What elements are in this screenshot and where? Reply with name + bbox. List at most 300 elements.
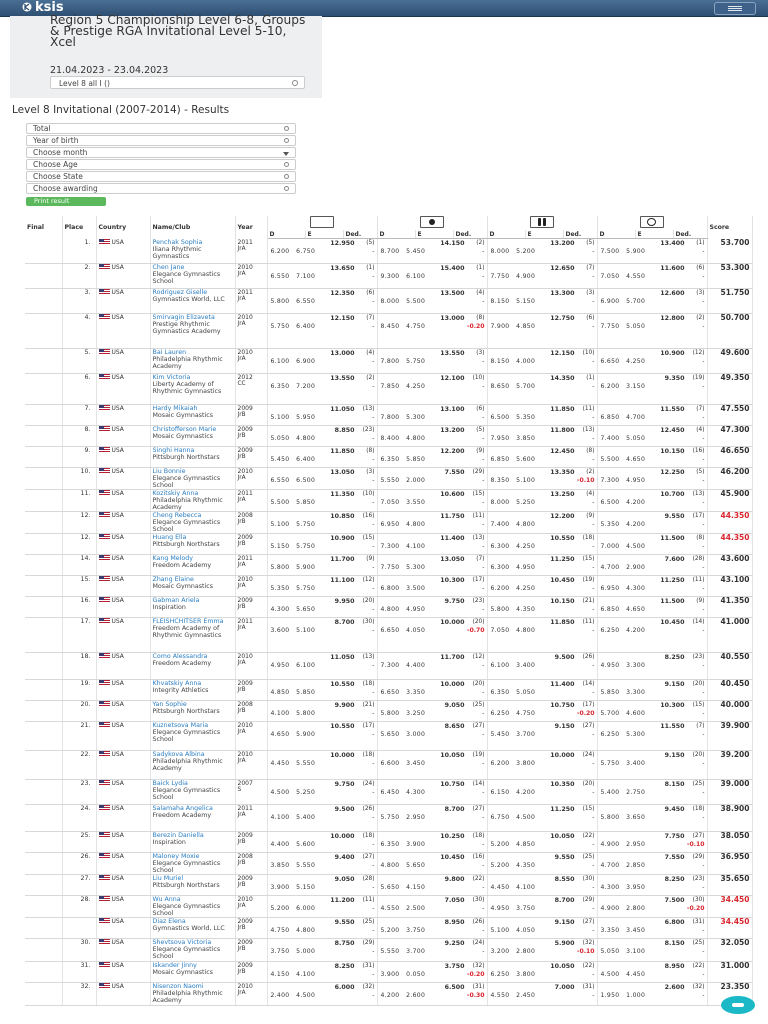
us-flag-icon [99, 597, 110, 603]
filter-age[interactable] [26, 159, 296, 170]
d-e-scores [271, 298, 316, 305]
athlete-name-link[interactable]: Khvatskiy Anna [152, 679, 202, 687]
deduction: - [702, 584, 705, 592]
apparatus-rank: (26) [472, 918, 485, 925]
level-select-value: Level 8 all I () [59, 79, 110, 88]
deduction: - [592, 248, 595, 255]
birth-year: 2010 [237, 982, 253, 990]
clubs-icon [530, 216, 554, 228]
e-score: 4.800 [516, 520, 536, 528]
e-score: 6.550 [296, 297, 316, 305]
birth-year: 2011 [237, 288, 253, 296]
print-result-button[interactable] [26, 197, 106, 206]
apparatus-score: 8.950 [664, 962, 685, 970]
birth-year: 2010 [237, 313, 253, 321]
e-score: 3.300 [626, 661, 646, 669]
deduction: - [592, 382, 595, 390]
d-score: 7.750 [380, 563, 400, 571]
athlete-name-link[interactable]: Chen Jane [152, 263, 185, 271]
club-name: Mosaic Gymnastics [152, 968, 213, 976]
apparatus-rank: (20) [472, 680, 485, 687]
deduction: - [482, 584, 485, 592]
year-cell [235, 852, 267, 874]
apparatus-score: 11.400 [550, 680, 575, 688]
country-code: USA [111, 575, 124, 583]
apparatus-score: 9.150 [554, 918, 575, 926]
level-select[interactable] [50, 76, 305, 89]
place-cell: 31. [62, 961, 96, 982]
country-cell [96, 721, 150, 750]
apparatus-rank: (5) [696, 468, 705, 475]
apparatus-score: 10.350 [550, 780, 575, 788]
place-cell: 24. [62, 804, 96, 831]
athlete-cell [150, 617, 235, 652]
apparatus-score-cell [597, 533, 707, 554]
country-cell [96, 652, 150, 679]
deduction: - [372, 520, 375, 528]
d-e-scores [381, 383, 426, 390]
d-e-scores [491, 564, 536, 571]
athlete-cell [150, 373, 235, 404]
us-flag-icon [99, 701, 110, 707]
athlete-cell [150, 425, 235, 446]
col-place: Place [62, 216, 96, 239]
athlete-name-link[interactable]: Baick Lydia [152, 779, 188, 787]
apparatus-score-cell [377, 288, 487, 313]
total-score: 45.900 [707, 489, 752, 511]
d-score: 5.700 [600, 709, 620, 717]
year-cell [235, 874, 267, 895]
e-score: 5.700 [516, 382, 536, 390]
deduction: - [372, 248, 375, 255]
athlete-name-link[interactable]: Huang Ella [152, 533, 187, 541]
deduction: - [372, 688, 375, 696]
apparatus-score: 11.250 [550, 555, 575, 563]
deduction: - [592, 357, 595, 365]
e-score: 4.200 [626, 498, 646, 506]
d-score: 6.350 [490, 688, 510, 696]
apparatus-rank: (22) [582, 832, 595, 839]
filter-awarding[interactable] [26, 183, 296, 194]
athlete-name-link[interactable]: Bai Lauren [152, 348, 187, 356]
d-score: 5.800 [490, 605, 510, 613]
apparatus-score: 9.150 [554, 722, 575, 730]
apparatus-score: 9.950 [334, 597, 355, 605]
apparatus-rank: (31) [692, 918, 705, 925]
d-score: 4.550 [490, 991, 510, 999]
table-row [25, 961, 752, 982]
apparatus-score-cell [487, 489, 597, 511]
apparatus-rank: (14) [692, 618, 705, 625]
final-cell [25, 721, 62, 750]
apparatus-score: 8.850 [334, 426, 355, 434]
apparatus-score-cell [487, 263, 597, 288]
birth-year: 2009 [237, 831, 253, 839]
athlete-name-link[interactable]: Wu Anna [152, 895, 181, 903]
d-score: 6.100 [270, 357, 290, 365]
country-code: USA [111, 348, 124, 356]
e-score: 4.000 [516, 357, 536, 365]
apparatus-rank: (2) [696, 314, 705, 321]
country-code: USA [111, 779, 124, 787]
country-code: USA [111, 652, 124, 660]
category: JrA [237, 474, 246, 481]
apparatus-score-cell [487, 679, 597, 700]
athlete-name-link[interactable]: Cheng Rebecca [152, 511, 202, 519]
d-e-scores [601, 760, 646, 767]
year-cell [235, 489, 267, 511]
d-score: 8.000 [490, 248, 510, 255]
hamburger-line [728, 8, 742, 9]
table-row [25, 263, 752, 288]
d-e-scores [271, 948, 316, 955]
e-score: 5.600 [296, 840, 316, 848]
deduction: - [592, 413, 595, 421]
d-e-scores [381, 731, 426, 738]
athlete-name-link[interactable]: Salamaha Angelica [152, 804, 213, 812]
country-cell [96, 895, 150, 917]
athlete-cell [150, 721, 235, 750]
place-cell: 7. [62, 404, 96, 425]
e-score: 7.200 [296, 382, 316, 390]
apparatus-rank: (7) [696, 405, 705, 412]
athlete-name-link[interactable]: Shevtsova Victoria [152, 938, 212, 946]
menu-toggle-button[interactable] [714, 2, 756, 15]
apparatus-rank: (10) [582, 349, 595, 356]
apparatus-score: 11.500 [660, 597, 685, 605]
d-score: 5.500 [600, 455, 620, 463]
deduction: - [702, 661, 705, 669]
chat-button[interactable] [721, 996, 755, 1014]
athlete-name-link[interactable]: FLEISHCHITSER Emma [152, 617, 224, 625]
athlete-name-link[interactable]: Hardy Mikaiah [152, 404, 198, 412]
d-score: 5.100 [270, 520, 290, 528]
apparatus-rank: (4) [586, 490, 595, 497]
apparatus-score-cell [597, 750, 707, 779]
chevron-icon [284, 138, 289, 143]
apparatus-score-cell [377, 982, 487, 1005]
apparatus-score: 10.300 [440, 576, 465, 584]
birth-year: 2009 [237, 533, 253, 541]
club-name: Pittsburgh Northstars [152, 540, 220, 548]
d-e-scores [271, 789, 316, 796]
athlete-name-link[interactable]: Christofferson Marie [152, 425, 217, 433]
total-score: 53.700 [707, 239, 752, 264]
country-cell [96, 804, 150, 831]
athlete-cell [150, 679, 235, 700]
deduction: - [372, 476, 375, 484]
d-e-scores [601, 323, 646, 330]
e-score: 4.650 [626, 605, 646, 613]
athlete-name-link[interactable]: Berezin Daniella [152, 831, 204, 839]
d-e-scores [271, 884, 316, 891]
filter-state[interactable] [26, 171, 296, 182]
results-title: Level 8 Invitational (2007-2014) - Results [12, 104, 230, 116]
deduction: - [592, 883, 595, 891]
apparatus-score: 11.500 [660, 534, 685, 542]
apparatus-score: 6.800 [664, 918, 685, 926]
d-e-scores [601, 992, 646, 999]
place-cell: 16. [62, 596, 96, 617]
total-score: 44.350 [707, 533, 752, 554]
apparatus-rank: (16) [692, 447, 705, 454]
apparatus-score: 11.050 [330, 653, 355, 661]
apparatus-rank: (30) [692, 896, 705, 903]
apparatus-score: 13.000 [440, 314, 465, 322]
athlete-name-link[interactable]: Kuznetsova Maria [152, 721, 209, 729]
d-e-scores [271, 606, 316, 613]
athlete-name-link[interactable]: Diaz Elena [152, 917, 186, 925]
club-name: Elegance Gymnastics School [152, 902, 221, 917]
d-score: 4.950 [270, 661, 290, 669]
apparatus-score: 8.250 [664, 653, 685, 661]
apparatus-score: 9.450 [664, 805, 685, 813]
apparatus-score-cell [597, 511, 707, 533]
deduction: - [482, 248, 485, 255]
club-name: Philadelphia Rhythmic Academy [152, 989, 223, 1004]
d-score: 5.800 [380, 709, 400, 717]
athlete-name-link[interactable]: Kozitskiy Anna [152, 489, 199, 497]
apparatus-rank: (22) [582, 962, 595, 969]
athlete-name-link[interactable]: Penchak Sophia [152, 238, 203, 246]
place-cell: 27. [62, 874, 96, 895]
athlete-name-link[interactable]: Singhi Hanna [152, 446, 195, 454]
e-score: 3.400 [516, 661, 536, 669]
apparatus-score-cell [487, 938, 597, 961]
apparatus-rank: (9) [586, 512, 595, 519]
apparatus-score: 14.350 [550, 374, 575, 382]
us-flag-icon [99, 939, 110, 945]
apparatus-score: 12.150 [550, 349, 575, 357]
place-cell: 4. [62, 313, 96, 348]
athlete-name-link[interactable]: Maloney Moxie [152, 852, 200, 860]
d-e-scores [491, 273, 536, 280]
table-row [25, 652, 752, 679]
e-score: 4.050 [406, 626, 426, 634]
apparatus-rank: (17) [582, 701, 595, 708]
apparatus-score-cell [597, 804, 707, 831]
table-row [25, 313, 752, 348]
table-row [25, 288, 752, 313]
total-score: 40.000 [707, 700, 752, 721]
apparatus-score: 9.900 [334, 701, 355, 709]
d-e-scores [601, 383, 646, 390]
d-score: 6.250 [600, 626, 620, 634]
athlete-name-link[interactable]: Kang Melody [152, 554, 193, 562]
apparatus-score-cell [377, 961, 487, 982]
results-table [25, 216, 753, 1006]
e-score: 6.400 [296, 455, 316, 463]
deduction: - [702, 322, 705, 330]
apparatus-rank: (11) [582, 618, 595, 625]
d-score: 5.100 [490, 926, 510, 934]
country-cell [96, 239, 150, 264]
ribbon-icon [640, 216, 664, 228]
table-row [25, 917, 752, 938]
apparatus-score-cell [267, 804, 377, 831]
country-cell [96, 554, 150, 575]
apparatus-score: 10.150 [660, 447, 685, 455]
deduction: - [482, 434, 485, 442]
e-score: 5.650 [406, 861, 426, 869]
year-cell [235, 404, 267, 425]
e-score: 4.550 [626, 272, 646, 280]
d-score: 4.950 [490, 904, 510, 912]
athlete-name-link[interactable]: Liu Bonnie [152, 467, 186, 475]
e-score: 3.150 [626, 382, 646, 390]
birth-year: 2008 [237, 700, 253, 708]
deduction: - [592, 730, 595, 738]
col-ball [377, 216, 487, 230]
d-score: 6.850 [600, 605, 620, 613]
apparatus-rank: (14) [582, 680, 595, 687]
total-score: 39.000 [707, 779, 752, 804]
e-score: 5.300 [406, 563, 426, 571]
deduction: - [482, 413, 485, 421]
apparatus-rank: (27) [362, 853, 375, 860]
place-cell: 12. [62, 533, 96, 554]
e-score: 3.350 [406, 688, 426, 696]
apparatus-rank: (28) [362, 875, 375, 882]
d-e-scores [601, 927, 646, 934]
apparatus-rank: (13) [472, 534, 485, 541]
country-code: USA [111, 874, 124, 882]
place-cell: 25. [62, 831, 96, 852]
apparatus-rank: (6) [366, 289, 375, 296]
d-e-scores [271, 710, 316, 717]
apparatus-score: 12.800 [660, 314, 685, 322]
table-row [25, 554, 752, 575]
apparatus-rank: (18) [362, 751, 375, 758]
apparatus-rank: (20) [692, 751, 705, 758]
country-code: USA [111, 263, 124, 271]
apparatus-rank: (25) [582, 853, 595, 860]
apparatus-score-cell [487, 982, 597, 1005]
final-cell [25, 895, 62, 917]
deduction: - [372, 840, 375, 848]
apparatus-rank: (22) [472, 875, 485, 882]
final-cell [25, 313, 62, 348]
apparatus-score-cell [597, 263, 707, 288]
d-score: 1.950 [600, 991, 620, 999]
d-score: 8.350 [490, 476, 510, 484]
apparatus-score: 10.850 [330, 512, 355, 520]
athlete-name-link[interactable]: Kim Victoria [152, 373, 191, 381]
apparatus-rank: (13) [692, 490, 705, 497]
athlete-name-link[interactable]: Sadykova Albina [152, 750, 205, 758]
place-cell: 5. [62, 348, 96, 373]
athlete-name-link[interactable]: Nisenzon Naomi [152, 982, 204, 990]
apparatus-score-cell [597, 874, 707, 895]
d-e-scores [381, 499, 426, 506]
filter-month[interactable] [26, 147, 296, 158]
deduction: -0.10 [576, 476, 595, 484]
athlete-name-link[interactable]: Gabman Ariela [152, 596, 200, 604]
d-score: 6.350 [380, 455, 400, 463]
d-score: 4.700 [600, 563, 620, 571]
d-score: 7.900 [490, 322, 510, 330]
us-flag-icon [99, 853, 110, 859]
birth-year: 2009 [237, 938, 253, 946]
e-score: 6.900 [296, 357, 316, 365]
apparatus-score-cell [377, 575, 487, 596]
apparatus-score: 13.500 [440, 289, 465, 297]
d-score: 5.500 [270, 498, 290, 506]
birth-year: 2011 [237, 238, 253, 246]
country-code: USA [111, 467, 124, 475]
athlete-name-link[interactable]: Zhang Elaine [152, 575, 194, 583]
d-e-scores [381, 298, 426, 305]
country-cell [96, 961, 150, 982]
athlete-name-link[interactable]: Liu Muriel [152, 874, 184, 882]
apparatus-rank: (18) [692, 805, 705, 812]
year-cell [235, 804, 267, 831]
athlete-name-link[interactable]: Iskander Jinny [152, 961, 197, 969]
apparatus-score-cell [487, 804, 597, 831]
year-cell [235, 239, 267, 264]
club-name: Elegance Gymnastics School [152, 945, 221, 960]
d-e-scores [601, 435, 646, 442]
birth-year: 2011 [237, 804, 253, 812]
chevron-icon [292, 80, 298, 86]
d-e-scores [491, 627, 536, 634]
d-e-scores [271, 927, 316, 934]
apparatus-rank: (27) [582, 722, 595, 729]
d-score: 7.950 [490, 434, 510, 442]
apparatus-score: 11.100 [330, 576, 355, 584]
category: JrB [237, 432, 246, 439]
apparatus-score: 11.850 [330, 447, 355, 455]
apparatus-rank: (21) [582, 597, 595, 604]
apparatus-score-cell [487, 404, 597, 425]
col-ribbon [597, 216, 707, 230]
birth-year: 2009 [237, 679, 253, 687]
d-score: 6.450 [380, 788, 400, 796]
athlete-cell [150, 489, 235, 511]
apparatus-score-cell [377, 313, 487, 348]
athlete-name-link[interactable]: Rodriguez Giselle [152, 288, 208, 296]
apparatus-score: 10.050 [550, 962, 575, 970]
athlete-name-link[interactable]: Yan Sophie [152, 700, 187, 708]
apparatus-score-cell [267, 895, 377, 917]
category: JrB [237, 881, 246, 888]
filter-year-of-birth[interactable] [26, 135, 296, 146]
club-name: Freedom Academy [152, 561, 212, 569]
apparatus-rank: (10) [472, 374, 485, 381]
athlete-cell [150, 961, 235, 982]
filter-total[interactable] [26, 123, 296, 134]
year-cell [235, 721, 267, 750]
athlete-name-link[interactable]: Smirvagin Elizaveta [152, 313, 215, 321]
apparatus-score: 11.350 [330, 490, 355, 498]
club-name: Elegance Gymnastics School [152, 270, 221, 285]
apparatus-rank: (15) [692, 701, 705, 708]
apparatus-score: 11.700 [440, 653, 465, 661]
event-title: Region 5 Championship Level 6-8, Groups & Prestige RGA Invitational Level 5-10, Xcel [50, 13, 306, 50]
place-cell: 28. [62, 895, 96, 917]
club-name: Inspiration [152, 603, 186, 611]
apparatus-rank: (2) [586, 468, 595, 475]
athlete-name-link[interactable]: Como Alessandra [152, 652, 208, 660]
deduction: - [592, 605, 595, 613]
col-year: Year [235, 216, 267, 239]
e-score: 4.900 [516, 272, 536, 280]
d-score: 5.450 [270, 455, 290, 463]
d-score: 6.250 [490, 970, 510, 978]
d-e-scores [271, 543, 316, 550]
d-e-scores [381, 841, 426, 848]
apparatus-score: 12.600 [660, 289, 685, 297]
